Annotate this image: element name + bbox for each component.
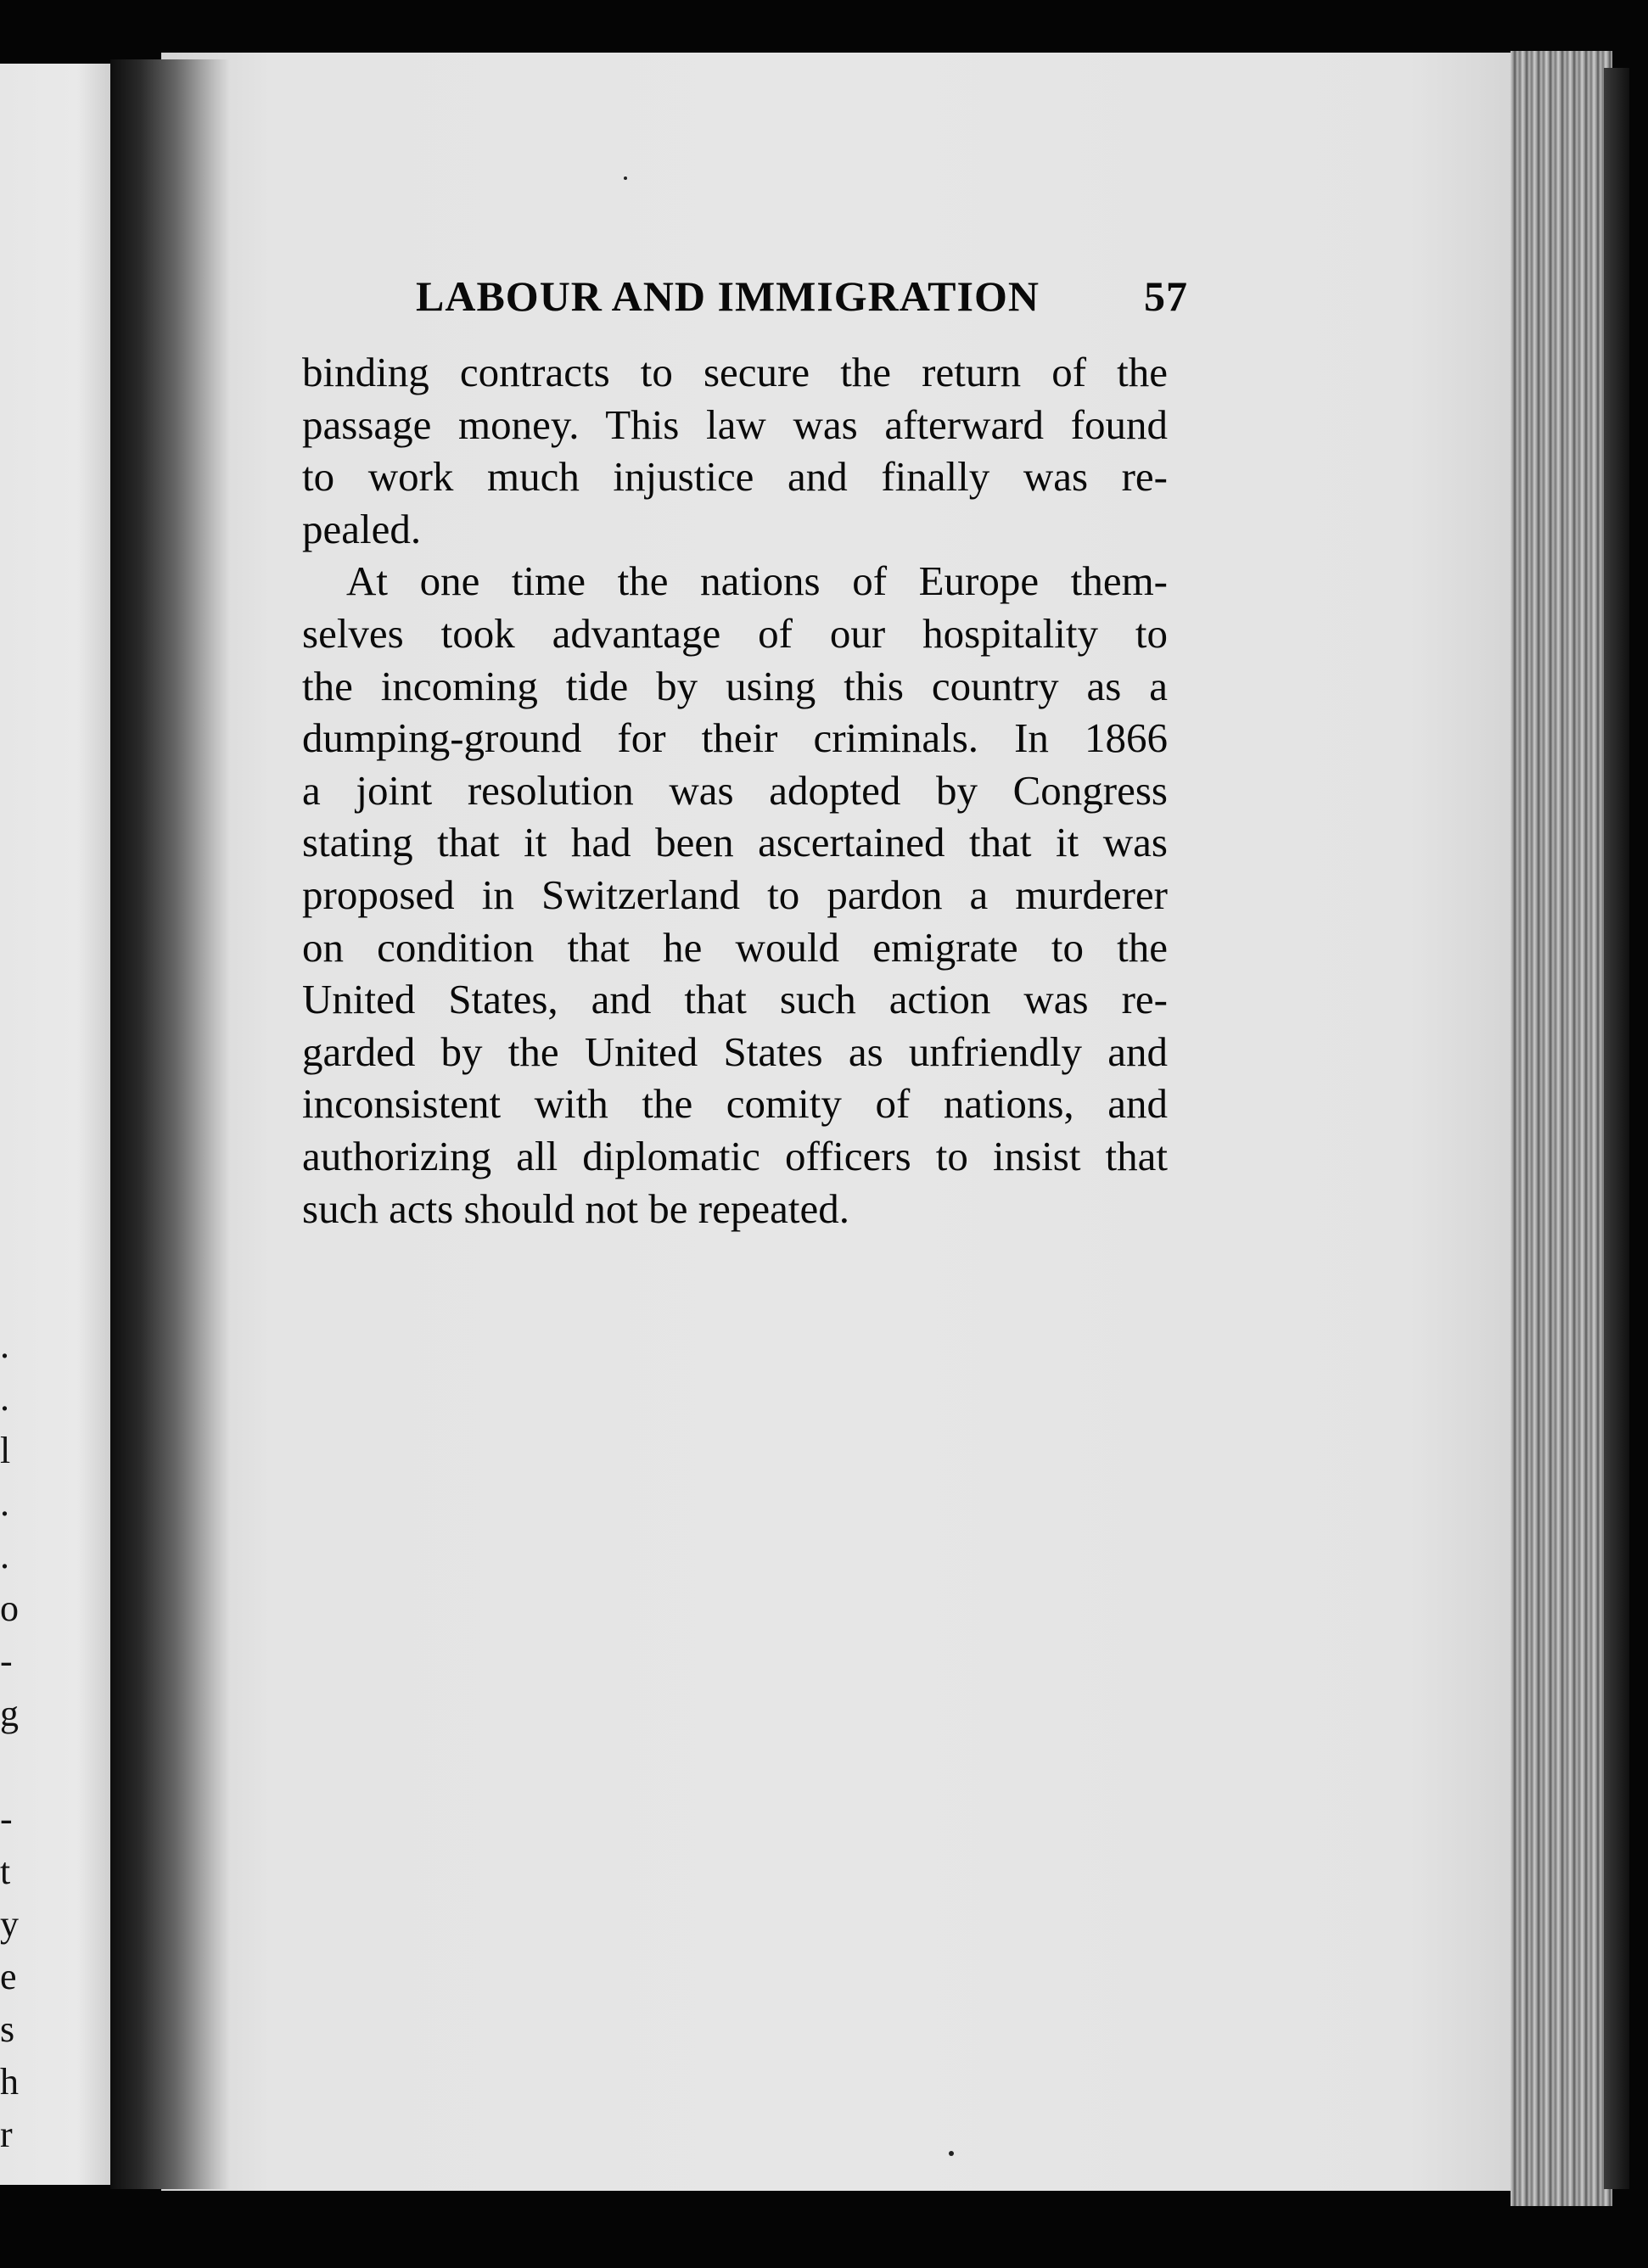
page-number: 57: [1144, 272, 1188, 320]
margin-char: .: [0, 1482, 9, 1524]
margin-char: o: [0, 1588, 19, 1629]
margin-char: .: [0, 1535, 9, 1576]
margin-char: s: [0, 2008, 15, 2050]
text-line: to work much injustice and finally was re-: [302, 453, 1168, 501]
text-line: dumping-ground for their criminals. In 1866: [302, 714, 1168, 762]
text-line: binding contracts to secure the return of the: [302, 349, 1168, 395]
margin-char: l: [0, 1430, 11, 1471]
margin-char: g: [0, 1693, 19, 1734]
margin-char: .: [0, 1377, 9, 1419]
page-edges: [1511, 51, 1612, 2206]
text-line: passage money. This law was afterward found: [302, 400, 1168, 448]
text-line: garded by the United States as unfriendly and: [302, 1028, 1168, 1075]
margin-char: -: [0, 1640, 13, 1682]
paragraph: [302, 555, 1168, 1235]
dust-speck: [624, 176, 627, 180]
text-line: a joint resolution was adopted by Congress: [302, 766, 1168, 814]
text-line: selves took advantage of our hospitality to: [302, 609, 1168, 657]
body-text: [302, 346, 1168, 1235]
margin-char: t: [0, 1851, 11, 1892]
book-cover-edge: [1604, 68, 1629, 2189]
margin-char: r: [0, 2114, 13, 2155]
text-line: authorizing all diplomatic officers to insist that: [302, 1132, 1168, 1179]
margin-char: -: [0, 1798, 13, 1840]
previous-page-fragment: [0, 64, 110, 2185]
dust-speck: [949, 2151, 954, 2156]
text-line: stating that it had been ascertained that it was: [302, 819, 1168, 866]
margin-char: .: [0, 1324, 9, 1366]
text-line: on condition that he would emigrate to the: [302, 923, 1168, 971]
margin-char: h: [0, 2061, 19, 2103]
text-line: pealed.: [302, 505, 422, 552]
text-line: the incoming tide by using this country as a: [302, 662, 1168, 709]
running-head: [416, 272, 1188, 331]
margin-char: [0, 1740, 25, 1793]
paragraph: [302, 346, 1168, 555]
margin-char: y: [0, 1903, 19, 1945]
running-head-title: LABOUR AND IMMIGRATION: [416, 272, 1040, 320]
text-line: proposed in Switzerland to pardon a murderer: [302, 871, 1168, 918]
previous-page-cut-text: [0, 1319, 25, 2161]
text-line: At one time the nations of Europe them-: [346, 557, 1168, 605]
text-line: United States, and that such action was re-: [302, 976, 1168, 1023]
margin-char: e: [0, 1956, 17, 1997]
book-gutter-shadow: [110, 59, 229, 2189]
text-line: such acts should not be repeated.: [302, 1184, 849, 1232]
text-line: inconsistent with the comity of nations, and: [302, 1080, 1168, 1128]
